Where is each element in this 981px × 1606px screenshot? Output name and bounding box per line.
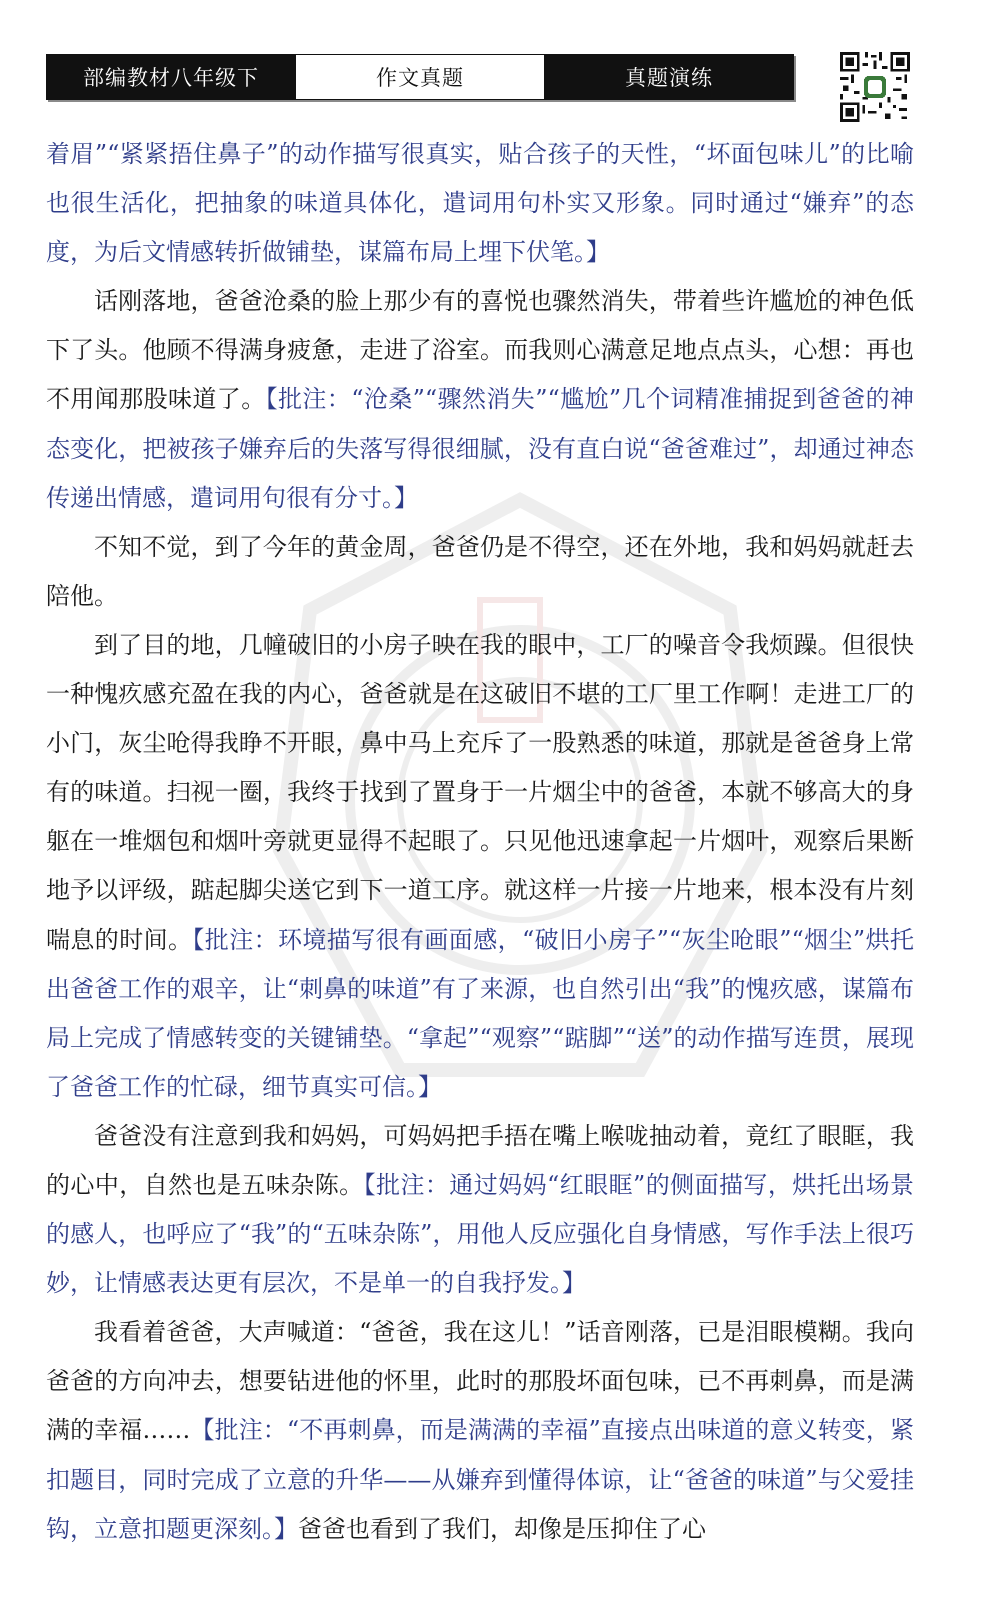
paragraph-4 bbox=[46, 621, 914, 1112]
header-section-label: 作文真题 bbox=[295, 55, 545, 99]
header-bar bbox=[46, 54, 794, 100]
header-grade-label: 部编教材八年级下 bbox=[47, 55, 295, 99]
annotation-text: 【批注：“不再刺鼻，而是满满的幸福”直接点出味道的意义转变，紧扣题目，同时完成了立意的升华——从嫌弃到懂得体谅，让“爸爸的味道”与父爱挂钩，立意扣题更深刻。】 bbox=[46, 1416, 915, 1543]
paragraph-5 bbox=[46, 1112, 914, 1308]
paragraph-text: 我看着爸爸，大声喊道：“爸爸，我在这儿！”话音刚落，已是泪眼模糊。我向爸爸的方向冲去，想要钻进他的怀里，此时的那股坏面包味，已不再刺鼻，而是满满的幸福…… bbox=[46, 1318, 914, 1445]
article-body bbox=[46, 130, 914, 1554]
qr-code-icon bbox=[840, 52, 910, 122]
annotation-text: 【批注：环境描写很有画面感，“破旧小房子”“灰尘呛眼”“烟尘”烘托出爸爸工作的艰辛，让“刺鼻的味道”有了来源，也自然引出“我”的愧疚感，谋篇布局上完成了情感转变的关键铺垫。“拿起”“观察”“踮脚”“送”的动作描写连贯，展现了爸爸工作的忙碌，细节真实可信。】 bbox=[46, 925, 915, 1101]
paragraph-text: 话刚落地，爸爸沧桑的脸上那少有的喜悦也骤然消失，带着些许尴尬的神色低下了头。他顾不得满身疲惫，走进了浴室。而我则心满意足地点点头，心想：再也不用闻那股味道了。 bbox=[46, 287, 914, 414]
paragraph-2 bbox=[46, 277, 914, 522]
annotation-text: 着眉”“紧紧捂住鼻子”的动作描写很真实，贴合孩子的天性，“坏面包味儿”的比喻也很生活化，把抽象的味道具体化，遣词用句朴实又形象。同时通过“嫌弃”的态度，为后文情感转折做铺垫，谋篇布局上埋下伏笔。】 bbox=[46, 140, 914, 267]
paragraph-1 bbox=[46, 130, 914, 277]
paragraph-text: 爸爸没有注意到我和妈妈，可妈妈把手捂在嘴上喉咙抽动着，竟红了眼眶，我的心中，自然也是五味杂陈。 bbox=[46, 1121, 914, 1199]
header-practice-label: 真题演练 bbox=[545, 55, 793, 99]
paragraph-tail: 爸爸也看到了我们，却像是压抑住了心 bbox=[298, 1514, 706, 1543]
paragraph-text: 不知不觉，到了今年的黄金周，爸爸仍是不得空，还在外地，我和妈妈就赶去陪他。 bbox=[46, 532, 914, 610]
paragraph-6 bbox=[46, 1308, 914, 1553]
paragraph-text: 到了目的地，几幢破旧的小房子映在我的眼中，工厂的噪音令我烦躁。但很快一种愧疚感充盈在我的内心，爸爸就是在这破旧不堪的工厂里工作啊！走进工厂的小门，灰尘呛得我睁不开眼，鼻中马上充斥了一股熟悉的味道，那就是爸爸身上常有的味道。扫视一圈，我终于找到了置身于一片烟尘中的爸爸，本就不够高大的身躯在一堆烟包和烟叶旁就更显得不起眼了。只见他迅速拿起一片烟叶，观察后果断地予以评级，踮起脚尖送它到下一道工序。就这样一片接一片地来，根本没有片刻喘息的时间。 bbox=[46, 630, 914, 954]
paragraph-3 bbox=[46, 523, 914, 621]
annotation-text: 【批注：“沧桑”“骤然消失”“尴尬”几个词精准捕捉到爸爸的神态变化，把被孩子嫌弃后的失落写得很细腻，没有直白说“爸爸难过”，却通过神态传递出情感，遣词用句很有分寸。】 bbox=[46, 385, 914, 512]
annotation-text: 【批注：通过妈妈“红眼眶”的侧面描写，烘托出场景的感人，也呼应了“我”的“五味杂陈”，用他人反应强化自身情感，写作手法上很巧妙，让情感表达更有层次，不是单一的自我抒发。】 bbox=[46, 1170, 915, 1298]
